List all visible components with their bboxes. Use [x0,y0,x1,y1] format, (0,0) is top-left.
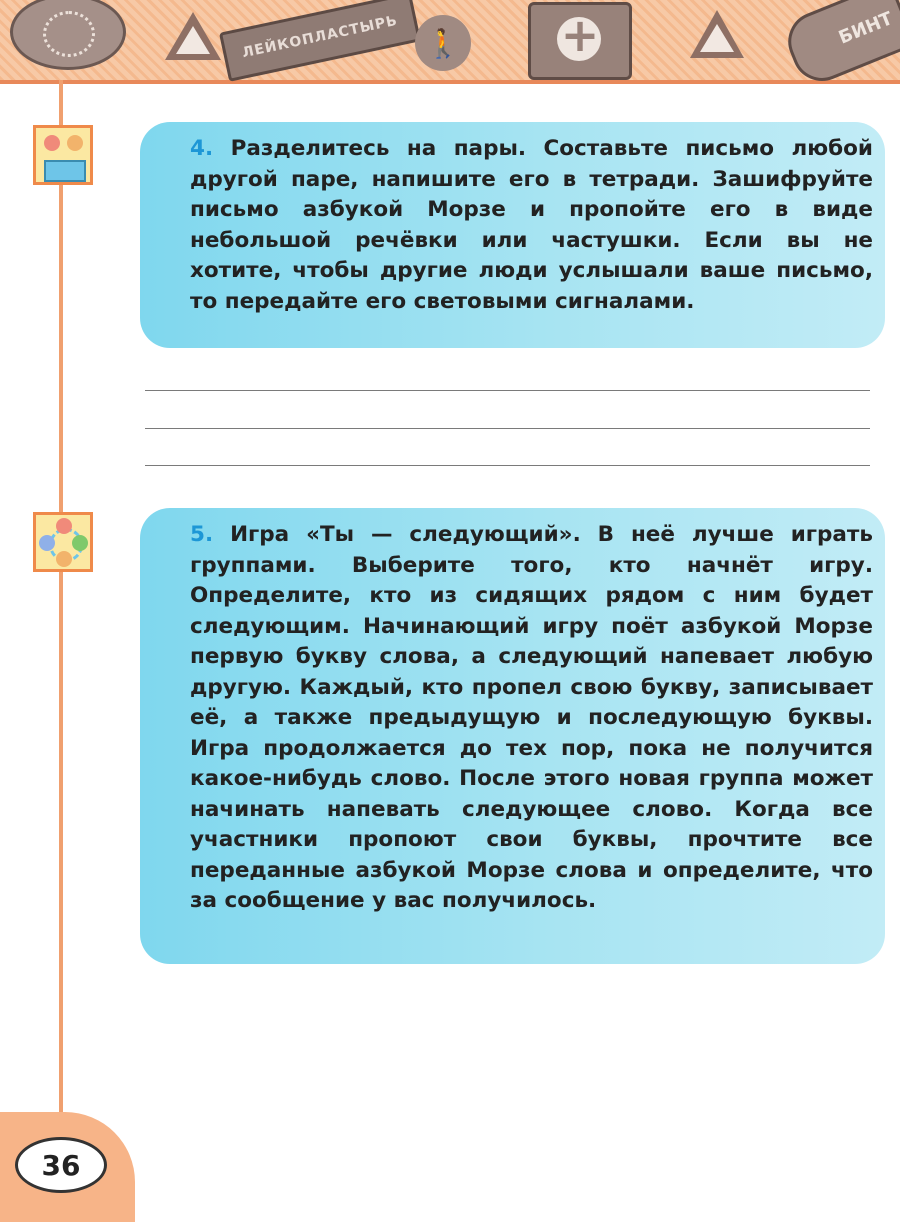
task-5-box [140,508,885,964]
answer-line [145,390,870,391]
task-5-text: 5. Игра «Ты — следующий». В неё лучше играть группами. Выберите того, кто начнёт игру. Определите, кто из сидящих рядом с ним будет следующим. Начинающий игру поёт азбукой Морзе первую букву слова, а следующий напевает любую другую. Каждый, кто пропел свою букву, записывает её, а также предыдущую и последующую буквы. Игра продолжается до тех пор, пока не получится какое-нибудь слово. После этого новая группа может начинать напевать следующее слово. Когда все участники пропоют свои буквы, прочтите все переданные азбукой Морзе слова и определите, что за сообщение у вас получилось. [190,522,873,913]
task-4-box [140,122,885,348]
children-crossing-sign-icon [690,10,744,58]
task-4-text: 4. Разделитесь на пары. Составьте письмо любой другой паре, напишите его в тетради. Зашифруйте письмо азбукой Морзе и пропойте его в виде небольшой речёвки или частушки. Если вы не хотите, чтобы другие люди услышали ваше письмо, то передайте его световыми сигналами. [190,136,873,314]
task-4-number: 4. [190,136,214,161]
group-work-icon [33,512,93,572]
pedestrian-sign-icon: 🚶 [415,15,471,71]
rotary-phone-icon [10,0,126,70]
railway-sign-icon [165,12,221,60]
answer-line [145,465,870,466]
pair-work-icon [33,125,93,185]
left-margin-rule [59,80,63,1130]
first-aid-kit-icon [528,2,632,80]
plaster-pack-icon: ЛЕЙКОПЛАСТЫРЬ [219,0,421,82]
task-5-number: 5. [190,522,214,547]
page-number: 36 [15,1137,107,1193]
answer-line [145,428,870,429]
top-decorative-banner [0,0,900,84]
bandage-roll-icon: БИНТ [779,0,900,90]
